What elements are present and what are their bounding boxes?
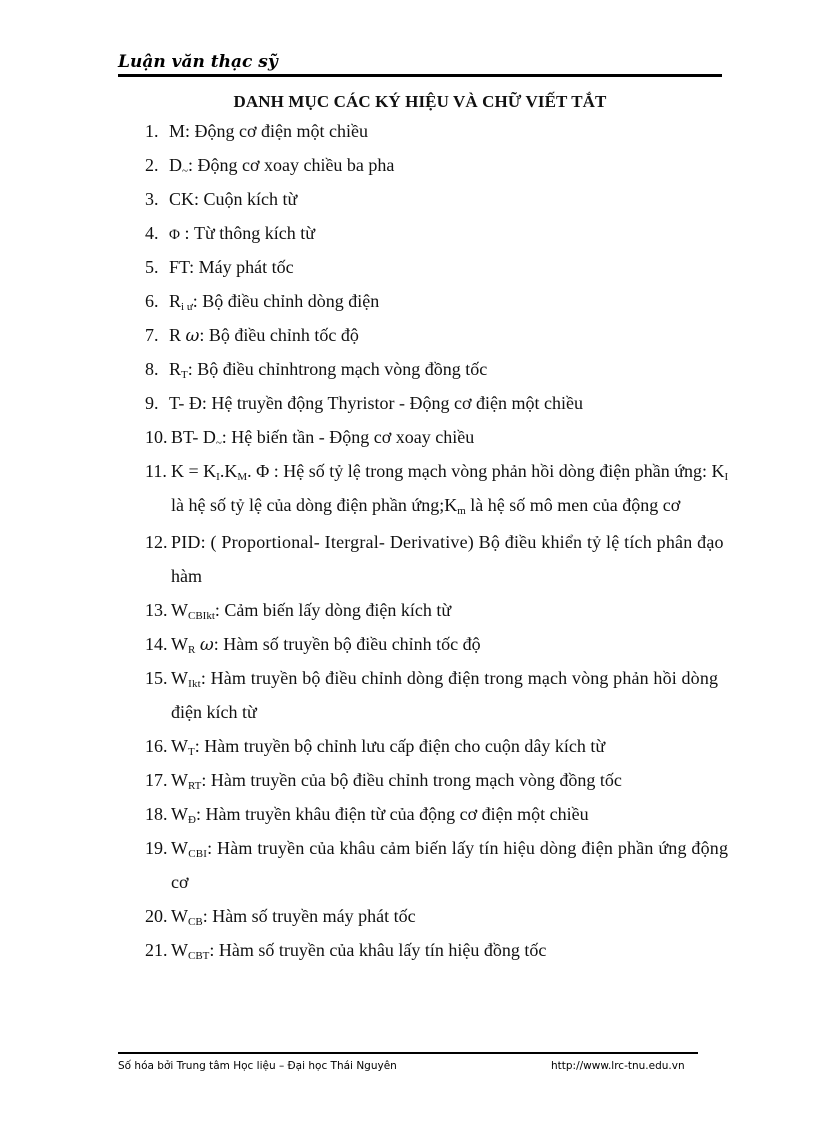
item-subscript: CBI — [188, 848, 208, 860]
item-number: 5. — [145, 257, 159, 277]
item-number: 4. — [145, 223, 159, 243]
item-number: 7. — [145, 325, 159, 345]
item-symbol: W — [171, 838, 189, 858]
item-text: : Hàm truyền của khâu cảm biến lấy tín hiệu dòng điện phần ứng động — [207, 838, 729, 858]
item-symbol: W — [171, 736, 188, 756]
page-title: DANH MỤC CÁC KÝ HIỆU VÀ CHỮ VIẾT TẮT — [233, 92, 607, 111]
item-subscript: M — [237, 471, 248, 483]
item-number: 17. — [145, 770, 168, 790]
item-subscript: T — [181, 369, 188, 381]
item-text: : Hàm số truyền máy phát tốc — [202, 906, 416, 926]
item-subscript: ~ — [182, 165, 188, 177]
item-number: 10. — [145, 427, 168, 447]
item-subscript: Đ — [188, 814, 196, 826]
item-text: : Hàm số truyền của khâu lấy tín hiệu đồng tốc — [209, 940, 547, 960]
item-number: 1. — [145, 121, 159, 141]
item-text: . Φ : Hệ số tỷ lệ trong mạch vòng phản hồi dòng điện phần ứng: K — [247, 461, 725, 481]
item-subscript: ~ — [215, 437, 222, 449]
item-text: là hệ số tỷ lệ của dòng điện phần ứng;K — [171, 495, 458, 515]
item-text: : Hàm số truyền bộ điều chỉnh tốc độ — [213, 634, 481, 654]
item-subscript: I — [724, 471, 729, 483]
item-text: PID: ( Proportional- Itergral- Derivative) Bộ điều khiển tỷ lệ tích phân đạo — [171, 532, 724, 552]
item-number: 12. — [145, 532, 168, 552]
item-number: 13. — [145, 600, 168, 620]
item-symbol: W — [171, 770, 188, 790]
item-text: : Động cơ xoay chiều ba pha — [187, 155, 395, 175]
footer-url: http://www.lrc-tnu.edu.vn — [551, 1060, 685, 1072]
item-text: T- Đ: Hệ truyền động Thyristor - Động cơ điện một chiều — [169, 393, 583, 413]
item-symbol: W — [171, 668, 189, 688]
item-subscript: i ư — [181, 301, 193, 313]
item-text: hàm — [171, 566, 202, 586]
item-subscript: m — [457, 505, 466, 517]
item-number: 15. — [145, 668, 168, 688]
item-symbol: W — [171, 940, 188, 960]
item-symbol: R — [169, 359, 182, 379]
item-subscript: R — [188, 644, 196, 656]
item-text: cơ — [171, 872, 189, 892]
item-text: : Hàm truyền khâu điện từ của động cơ điện một chiều — [195, 804, 589, 824]
item-number: 11. — [145, 461, 167, 481]
item-subscript: CBIkt — [188, 610, 215, 622]
item-symbol: D — [169, 155, 182, 175]
item-symbol: R — [169, 325, 182, 345]
omega-symbol: ω — [199, 635, 214, 655]
item-symbol: W — [171, 600, 188, 620]
item-text: : Từ thông kích từ — [179, 223, 315, 243]
item-number: 6. — [145, 291, 159, 311]
item-symbol: Φ — [169, 227, 180, 243]
item-text: : Hàm truyền của bộ điều chỉnh trong mạch vòng đồng tốc — [201, 770, 622, 790]
item-subscript: Ikt — [188, 678, 201, 690]
item-number: 18. — [145, 804, 168, 824]
item-text: : Hàm truyền bộ điều chỉnh dòng điện trong mạch vòng phản hồi dòng — [200, 668, 719, 688]
item-number: 14. — [145, 634, 168, 654]
item-text: M: Động cơ điện một chiều — [169, 121, 368, 141]
item-number: 16. — [145, 736, 168, 756]
item-subscript: CBT — [188, 950, 210, 962]
item-number: 8. — [145, 359, 159, 379]
item-text: FT: Máy phát tốc — [169, 257, 294, 277]
header-rule — [118, 74, 722, 77]
item-symbol: W — [171, 634, 188, 654]
running-header: Luận văn thạc sỹ — [118, 52, 278, 72]
item-text: : Bộ điều chỉnh dòng điện — [192, 291, 380, 311]
item-symbol: W — [171, 906, 188, 926]
item-text: : Bộ điều chỉnhtrong mạch vòng đồng tốc — [187, 359, 488, 379]
item-symbol: BT- D — [171, 427, 216, 447]
footer-source: Số hóa bởi Trung tâm Học liệu – Đại học Thái Nguyên — [118, 1060, 397, 1072]
item-text: : Hệ biến tần - Động cơ xoay chiều — [221, 427, 475, 447]
item-number: 9. — [145, 393, 159, 413]
item-number: 20. — [145, 906, 168, 926]
item-text: K = K — [171, 461, 217, 481]
item-text: .K — [219, 461, 238, 481]
item-subscript: T — [188, 746, 195, 758]
item-text: : Cảm biến lấy dòng điện kích từ — [214, 600, 452, 620]
item-text: CK: Cuộn kích từ — [169, 189, 298, 209]
footer-rule — [118, 1052, 698, 1054]
item-symbol: W — [171, 804, 188, 824]
item-text: : Hàm truyền bộ chỉnh lưu cấp điện cho cuộn dây kích từ — [194, 736, 606, 756]
item-subscript: I — [216, 471, 220, 483]
omega-symbol: ω — [185, 326, 200, 346]
item-number: 19. — [145, 838, 168, 858]
item-number: 3. — [145, 189, 159, 209]
item-number: 21. — [145, 940, 168, 960]
item-subscript: CB — [188, 916, 203, 928]
item-number: 2. — [145, 155, 159, 175]
item-text: điện kích từ — [171, 702, 257, 722]
item-text: : Bộ điều chỉnh tốc độ — [199, 325, 359, 345]
item-subscript: RT — [188, 780, 202, 792]
item-symbol: R — [169, 291, 182, 311]
item-text: là hệ số mô men của động cơ — [465, 495, 681, 515]
